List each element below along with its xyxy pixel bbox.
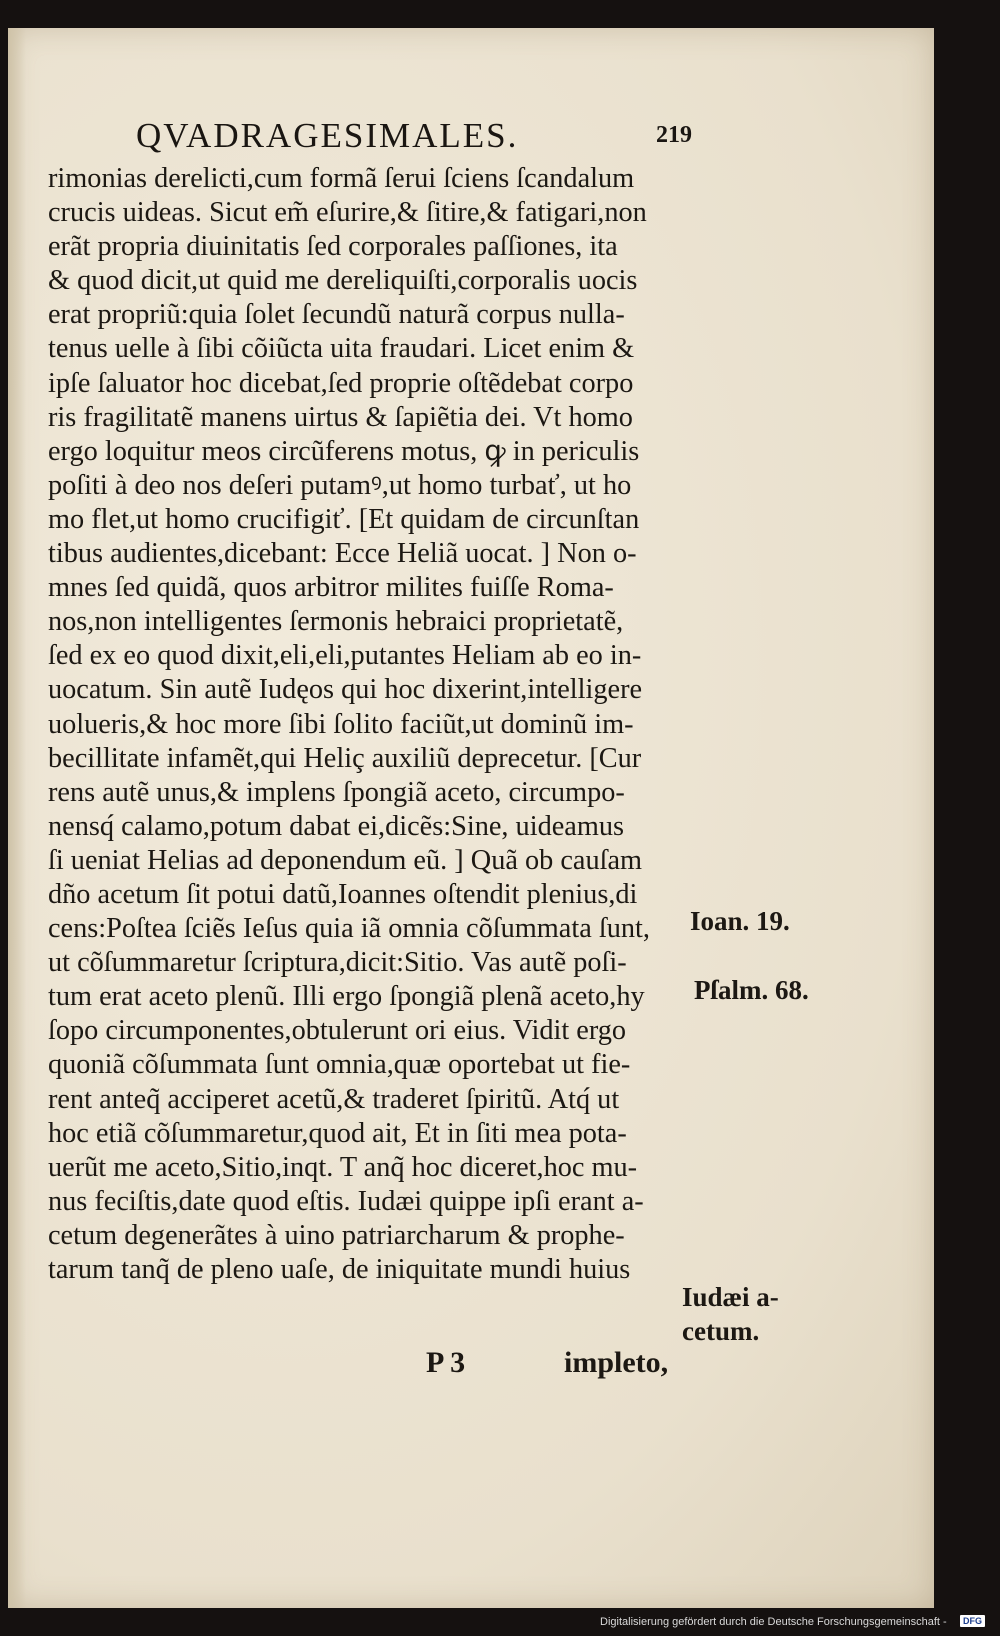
text-line: rent anteq̃ acciperet acetũ,& traderet ſpiritũ. Atq́ ut xyxy=(48,1083,620,1115)
text-line: ipſe ſaluator hoc dicebat,ſed proprie oſtẽdebat corpo xyxy=(48,367,634,399)
text-line: cens:Poſtea ſciẽs Ieſus quia iã omnia cõſummata ſunt, xyxy=(48,913,650,945)
text-line: nos,non intelligentes ſermonis hebraici proprietatẽ, xyxy=(48,606,624,638)
text-line: rimonias derelicti,cum formã ſerui ſciens ſcandalum xyxy=(48,163,635,194)
text-line: tarum tanq̃ de pleno uaſe, de iniquitate mundi huius xyxy=(48,1254,631,1285)
text-line: erat propriũ:quia ſolet ſecundũ naturã corpus nulla- xyxy=(48,299,625,331)
text-line: crucis uideas. Sicut em̃ eſurire,& ſitire,& fatigari,non xyxy=(48,197,647,229)
text-line: tenus uelle à ſibi cõiũcta uita fraudari. Licet enim & xyxy=(48,333,635,365)
marginal-note-cetum: cetum. xyxy=(682,1316,760,1346)
text-line: ſed ex eo quod dixit,eli,eli,putantes Heliam ab eo in- xyxy=(48,640,642,672)
text-line: ſi ueniat Helias ad deponendum eũ. ] Quã ob cauſam xyxy=(48,844,643,876)
text-line: quoniã cõſummata ſunt omnia,quæ oportebat ut fie- xyxy=(48,1049,631,1081)
text-line: cetum degenerãtes à uino patriarcharum & prophe- xyxy=(48,1219,625,1251)
dfg-logo: DFG xyxy=(960,1615,985,1627)
page-gutter-shadow xyxy=(8,28,26,1608)
text-line: uerũt me aceto,Sitio,inqt. T anq̃ hoc diceret,hoc mu- xyxy=(48,1151,638,1183)
text-line: tibus audientes,dicebant: Ecce Heliã uocat. ] Non o- xyxy=(48,538,637,570)
text-line: mnes ſed quidã, quos arbitror milites fuiſſe Roma- xyxy=(48,572,614,604)
marginal-note-psalm: Pſalm. 68. xyxy=(694,975,809,1005)
folio-number: 219 xyxy=(656,122,692,148)
text-line: & quod dicit,ut quid me dereliquiſti,corporalis uocis xyxy=(48,265,638,297)
text-line: erãt propria diuinitatis ſed corporales paſſiones, ita xyxy=(48,231,618,263)
text-line: nensq́ calamo,potum dabat ei,dicẽs:Sine, uideamus xyxy=(48,810,625,842)
body-text xyxy=(48,162,708,1287)
text-line: mo flet,ut homo crucifigiť. [Et quidam de circunſtan xyxy=(48,503,640,535)
text-line: ris fragilitatẽ manens uirtus & ſapiẽtia dei. Vt homo xyxy=(48,401,633,433)
text-line: poſiti à deo nos deſeri putamꝰ,ut homo turbať, ut ho xyxy=(48,469,632,501)
text-line: rens autẽ unus,& implens ſpongiã aceto, circumpo- xyxy=(48,776,625,808)
text-line: uolueris,& hoc more ſibi ſolito faciũt,ut dominũ im- xyxy=(48,708,634,740)
book-page xyxy=(8,28,934,1608)
text-line: dño acetum ſit potui datũ,Ioannes oſtendit plenius,di xyxy=(48,878,638,910)
text-line: ut cõſummaretur ſcriptura,dicit:Sitio. Vas autẽ poſi- xyxy=(48,947,627,979)
catchword: impleto, xyxy=(564,1346,669,1379)
text-line: tum erat aceto plenũ. Illi ergo ſpongiã plenã aceto,hy xyxy=(48,981,645,1013)
text-line: uocatum. Sin autẽ Iudęos qui hoc dixerint,intelligere xyxy=(48,674,643,706)
dfg-footer-text: Digitalisierung gefördert durch die Deutsche Forschungsgemeinschaft - xyxy=(600,1616,947,1628)
marginal-note-ioan: Ioan. 19. xyxy=(690,906,790,936)
running-head: QVADRAGESIMALES. xyxy=(136,116,519,155)
text-line: ſopo circumponentes,obtulerunt ori eius. Vidit ergo xyxy=(48,1015,627,1047)
text-line: ergo loquitur meos circũferens motus, ꝙ in periculis xyxy=(48,435,640,467)
text-line: hoc etiã cõſummaretur,quod ait, Et in ſiti mea pota- xyxy=(48,1117,627,1149)
text-line: nus feciſtis,date quod eſtis. Iudæi quippe ipſi erant a- xyxy=(48,1185,644,1217)
text-line: becillitate infamẽt,qui Heliç auxiliũ deprecetur. [Cur xyxy=(48,742,642,774)
signature-mark: P 3 xyxy=(426,1346,466,1379)
marginal-note-iudaei: Iudæi a- xyxy=(682,1282,779,1312)
